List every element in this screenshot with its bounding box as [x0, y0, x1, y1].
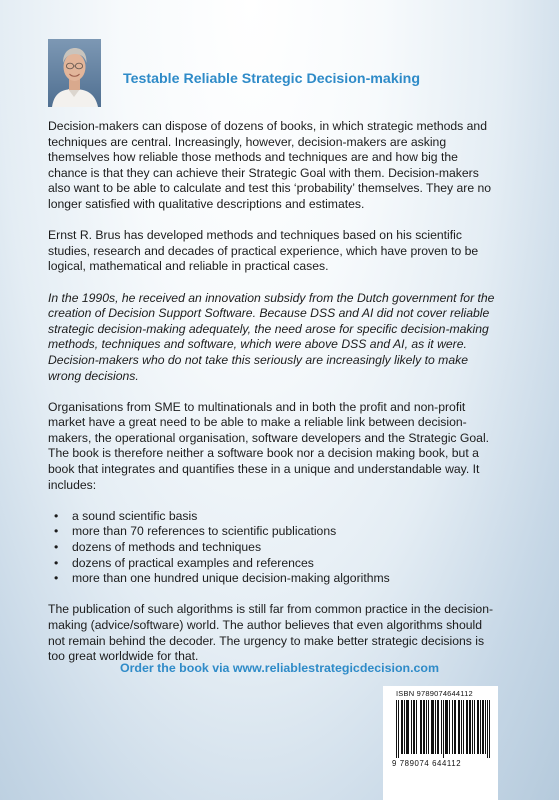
- barcode-bar: [452, 700, 453, 754]
- list-item-text: a sound scientific basis: [72, 508, 198, 523]
- list-item-text: dozens of methods and techniques: [72, 540, 262, 555]
- barcode-bar: [446, 700, 447, 754]
- barcode-bar: [455, 700, 456, 754]
- barcode-bar: [467, 700, 468, 754]
- barcode-bar: [413, 700, 414, 754]
- barcode-bar: [416, 700, 417, 754]
- barcode-bar: [469, 700, 470, 754]
- barcode-bar: [461, 700, 462, 754]
- barcode-bar: [414, 700, 415, 754]
- barcode-bar: [459, 700, 460, 754]
- barcode-bar: [485, 700, 486, 754]
- barcode-bar: [449, 700, 450, 754]
- barcode-bar: [454, 700, 455, 754]
- list-item-text: dozens of practical examples and references: [72, 555, 314, 570]
- barcode-icon: [396, 700, 490, 758]
- barcode-bar: [443, 700, 444, 758]
- bullet-icon: •: [54, 524, 59, 539]
- author-paragraph: Ernst R. Brus has developed methods and techniques based on his scientific studies, research and decades of practical experience, which have proven to be logical, mathematical and reliable in practical cases.: [48, 228, 479, 274]
- barcode-bar: [426, 700, 427, 754]
- barcode-bar: [472, 700, 473, 754]
- barcode-bar: [421, 700, 422, 754]
- intro-paragraph: Decision-makers can dispose of dozens of books, in which strategic methods and techniques are central. Increasingly, however, decision-makers are asking themselves how reliable those methods and techniques are and how big the chance is that they can achieve their Strategic Goal with them. Decision-makers also want to be able to calculate and test this ‘probability’ themselves. They are no longer satisfied with qualitative descriptions and estimates.: [48, 119, 492, 211]
- list-item: [54, 508, 500, 525]
- barcode-bar: [474, 700, 475, 754]
- barcode-bar: [483, 700, 484, 754]
- barcode-bar: [445, 700, 446, 754]
- list-item-text: more than 70 references to scientific publications: [72, 524, 337, 539]
- order-link[interactable]: Order the book via www.reliablestrategicdecision.com: [119, 661, 440, 675]
- barcode-bar: [441, 700, 442, 754]
- barcode-bar: [487, 700, 488, 758]
- barcode-bar: [466, 700, 467, 754]
- list-item: [54, 524, 500, 540]
- barcode-bar: [437, 700, 438, 754]
- author-portrait-icon: [48, 39, 101, 107]
- barcode-bar: [482, 700, 483, 754]
- barcode-bar: [396, 700, 397, 758]
- barcode-bar: [401, 700, 402, 754]
- barcode-bar: [480, 700, 481, 754]
- closing-paragraph: The publication of such algorithms is still far from common practice in the decision-making (advice/software) world. The author believes that even algorithms should not remain behind the decoder. The urgency to make better strategic decisions is too great worldwide for that.: [48, 602, 494, 664]
- list-item: [54, 540, 500, 556]
- barcode-bar: [423, 700, 424, 754]
- bullet-icon: •: [54, 555, 59, 570]
- list-item: [54, 555, 500, 572]
- list-item: [54, 571, 500, 587]
- barcode-bar: [398, 700, 399, 758]
- organisations-paragraph: Organisations from SME to multinationals and in both the profit and non-profit market have a great need to be able to make a reliable link between decision-makers, the operational organisation, software developers and the Strategic Goal. The book is therefore neither a software book nor a decision making book, but a book that integrates and quantifies these in a unique and understandable way. It includes:: [48, 399, 490, 492]
- barcode-bar: [477, 700, 478, 754]
- barcode-bar: [470, 700, 471, 754]
- author-photo: [48, 39, 101, 107]
- barcode-bar: [408, 700, 409, 754]
- barcode-bar: [438, 700, 439, 754]
- barcode-bar: [411, 700, 412, 754]
- barcode-bar: [404, 700, 405, 754]
- subsidy-paragraph: In the 1990s, he received an innovation subsidy from the Dutch government for the creation of Decision Support Software. Because DSS and AI did not cover reliable strategic decision-making adequately, the need arose for specific decision-making methods, techniques and software, which were above DSS and AI, as it were. Decision-makers who do not take this seriously are increasingly likely to make wrong decisions.: [48, 290, 495, 383]
- barcode-bar: [424, 700, 425, 754]
- barcode-bar: [489, 700, 490, 758]
- isbn-label: ISBN 9789074644112: [396, 689, 473, 698]
- barcode-bar: [420, 700, 421, 754]
- includes-list: [48, 509, 500, 587]
- bullet-icon: •: [54, 508, 59, 523]
- barcode-bar: [431, 700, 432, 754]
- barcode-bar: [463, 700, 464, 754]
- barcode-bar: [435, 700, 436, 754]
- barcode-bar: [406, 700, 407, 754]
- page-title: Testable Reliable Strategic Decision-making: [123, 71, 420, 87]
- barcode-bar: [447, 700, 448, 754]
- bullet-icon: •: [54, 571, 59, 586]
- back-cover-text: [48, 119, 500, 680]
- list-item-text: more than one hundred unique decision-making algorithms: [72, 571, 390, 586]
- barcode-bar: [458, 700, 459, 754]
- barcode-bar: [478, 700, 479, 754]
- barcode-bar: [432, 700, 433, 754]
- barcode-bar: [433, 700, 434, 754]
- barcode-bar: [428, 700, 429, 754]
- barcode-digits: 9 789074 644112: [392, 759, 462, 768]
- bullet-icon: •: [54, 540, 59, 555]
- isbn-barcode: [383, 686, 498, 800]
- barcode-bar: [407, 700, 408, 754]
- barcode-bar: [402, 700, 403, 754]
